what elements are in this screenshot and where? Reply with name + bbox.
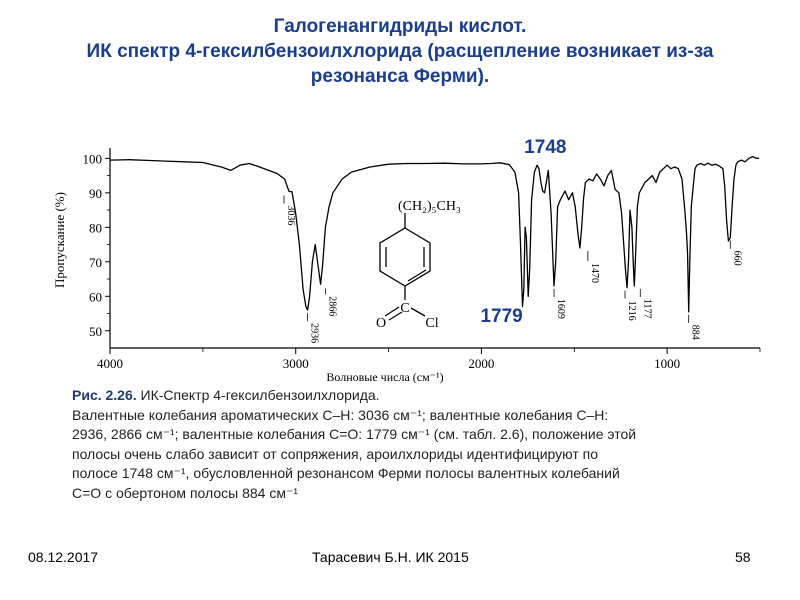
slide-title-line3: резонанса Ферми). [310,66,490,87]
peak-label: 1216 [626,300,638,321]
y-tick-label: 60 [89,289,102,305]
y-tick-label: 100 [82,151,102,167]
peak-label: 884 [689,324,701,340]
peak-label-1748: 1748 [524,137,567,158]
caption-heading [72,386,712,406]
figure-caption [72,386,712,503]
footer-page-number: 58 [735,549,751,565]
y-tick-label: 90 [89,185,102,201]
x-tick-label: 1000 [654,356,681,371]
peak-label: 1177 [641,298,653,319]
y-tick-label: 50 [89,323,102,339]
substituent-label: (CH₂)₅CH₃ [398,199,461,214]
slide-title-line1: Галогенангидриды кислот. [273,16,527,37]
caption-line-2: 2936, 2866 см⁻¹; валентные колебания C=O: 1779 см⁻¹ (см. табл. 2.6), положение этой [72,426,637,442]
peak-label: 1470 [588,263,600,283]
chlorine-label: Cl [425,316,439,331]
carbonyl-carbon-label: C [400,301,410,316]
caption-head: ИК-Спектр 4-гексилбензоилхлорида. [136,387,380,403]
caption-line-1: Валентные колебания ароматических C–H: 3036 см⁻¹; валентные колебания C–H: [72,406,609,423]
y-tick-label: 80 [89,220,102,236]
peak-label: 660 [731,250,743,266]
x-tick-label: 4000 [97,356,123,371]
spectrum-line [110,157,759,312]
caption-line-4: полосе 1748 см⁻¹, обусловленной резонансом Ферми полосы валентных колебаний [72,465,620,481]
oxygen-label: O [375,316,387,331]
peak-label: 2866 [326,296,338,317]
caption-label: Рис. 2.26. [72,387,137,403]
y-tick-label: 70 [89,254,102,270]
chart-ticks [83,151,761,371]
peak-label-1779: 1779 [480,306,523,327]
peak-label: 2936 [308,323,320,344]
peak-label: 3036 [285,205,297,226]
footer-author: Тарасевич Б.Н. ИК 2015 [312,549,469,565]
peak-label: 1609 [555,298,567,319]
caption-line-3: полосы очень слабо зависит от сопряжения, ароилхлориды идентифицируют по [72,445,599,462]
x-axis-label: Волновые числа (см⁻¹) [326,370,444,384]
y-axis-label: Пропускание (%) [52,192,67,288]
caption-line-5: C=O с обертоном полосы 884 см⁻¹ [72,484,298,501]
footer-date: 08.12.2017 [28,549,99,565]
slide-title-line2: ИК спектр 4-гексилбензоилхлорида (расщепление возникает из-за [86,41,714,62]
x-tick-label: 3000 [282,356,309,371]
x-tick-label: 2000 [468,356,495,371]
